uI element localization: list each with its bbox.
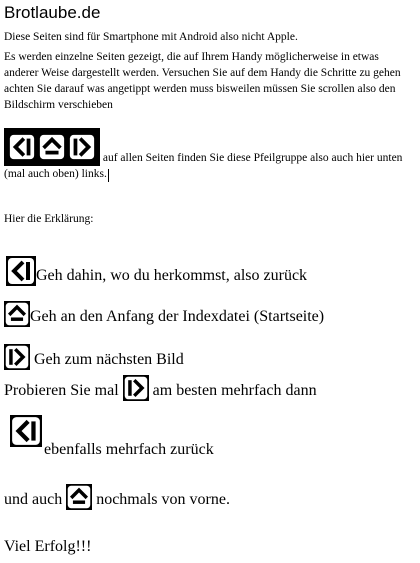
legend-home-text: Geh an den Anfang der Indexdatei (Startseite) <box>30 308 325 325</box>
next-arrow-icon[interactable] <box>68 132 96 162</box>
try-home-text: nochmals von vorne. <box>92 491 230 508</box>
site-title: Brotlaube.de <box>4 3 101 22</box>
home-arrow-icon[interactable] <box>66 484 92 510</box>
text-caret <box>108 169 109 182</box>
arrow-group-icon[interactable] <box>4 128 100 166</box>
try-next-line <box>4 375 414 401</box>
try-before-text: Probieren Sie mal <box>4 382 123 399</box>
intro-line-1: Diese Seiten sind für Smartphone mit Android also nicht Apple. <box>4 31 298 43</box>
closing-text: Viel Erfolg!!! <box>4 538 92 555</box>
legend-back-text: Geh dahin, wo du herkommst, also zurück <box>36 267 308 284</box>
explanation-heading: Hier die Erklärung: <box>4 213 94 225</box>
home-arrow-icon[interactable] <box>4 301 30 327</box>
try-after-text: am besten mehrfach dann <box>148 382 317 399</box>
intro-paragraph: Es werden einzelne Seiten gezeigt, die auf Ihrem Handy möglicherweise in etwas anderer Weise dargestellt werden. Versuchen Sie auf dem Handy die Schritte zu gehen achten Sie darauf was angetippt werden muss bisweilen müssen Sie scrollen also den Bildschirm verschieben <box>4 51 401 111</box>
back-arrow-icon[interactable] <box>8 132 36 162</box>
and-also-text: und auch <box>4 491 67 508</box>
try-home-line <box>4 484 414 510</box>
legend-back <box>4 256 414 286</box>
legend-next <box>4 344 414 370</box>
back-arrow-icon[interactable] <box>6 256 36 286</box>
next-arrow-icon[interactable] <box>123 375 149 401</box>
arrow-group-text: auf allen Seiten finden Sie diese Pfeilgruppe also auch hier unten (mal auch oben) links. <box>4 152 403 180</box>
legend-home <box>4 301 414 327</box>
try-back-text: ebenfalls mehrfach zurück <box>44 441 214 458</box>
back-arrow-icon[interactable] <box>10 415 42 447</box>
home-arrow-icon[interactable] <box>38 132 66 162</box>
next-arrow-icon[interactable] <box>4 344 30 370</box>
legend-next-text: Geh zum nächsten Bild <box>30 351 184 368</box>
arrow-group-paragraph <box>4 128 414 182</box>
